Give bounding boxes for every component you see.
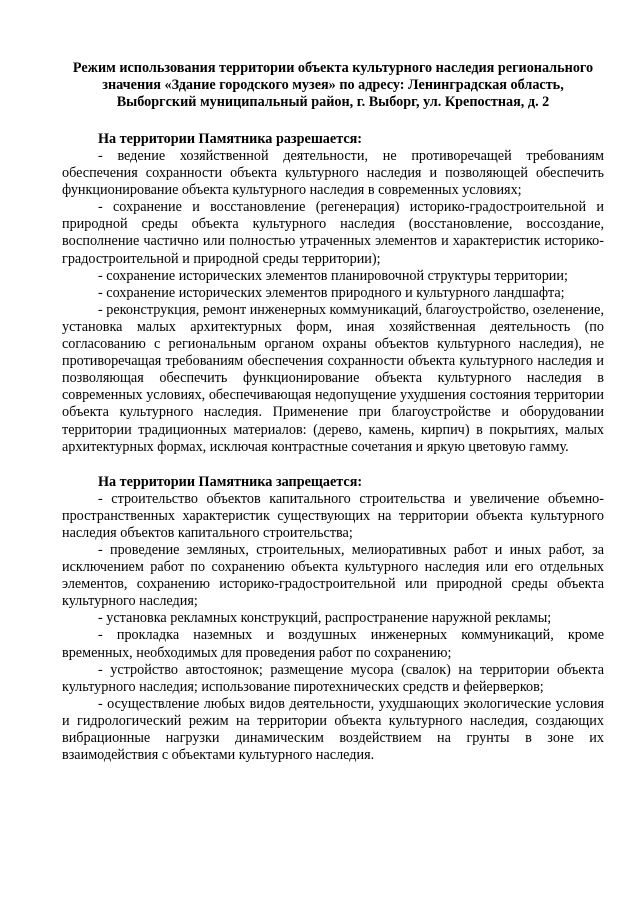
allowed-item: - сохранение и восстановление (регенерация) историко-градостроительной и природной среды объекта культурного наследия (восстановление, воссоздание, восполнение частично или полностью утраченных элементов и характеристик историко-градостроительной и природной среды территории); <box>62 199 604 267</box>
allowed-item: - ведение хозяйственной деятельности, не противоречащей требованиям обеспечения сохранности объекта культурного наследия и позволяющей обеспечить функционирование объекта культурного наследия в современных условиях; <box>62 148 604 199</box>
prohibited-item: - прокладка наземных и воздушных инженерных коммуникаций, кроме временных, необходимых для проведения работ по сохранению; <box>62 627 604 661</box>
allowed-item: - сохранение исторических элементов планировочной структуры территории; <box>98 267 568 284</box>
prohibited-item: - устройство автостоянок; размещение мусора (свалок) на территории объекта культурного наследия; использование пиротехнических средств и фейерверков; <box>62 661 604 695</box>
allowed-item: - реконструкция, ремонт инженерных коммуникаций, благоустройство, озеленение, установка малых архитектурных форм, иная хозяйственная деятельность (по согласованию с региональным органом охраны объектов культурного наследия), не противоречащая требованиям обеспечения сохранности объекта культурного наследия и позволяющая обеспечить функционирование объекта культурного наследия в современных условиях, обеспечивающая недопущение ухудшения состояния территории объекта культурного наследия. Применение при благоустройстве и оборудовании территории традиционных материалов: (дерево, камень, кирпич) в покрытиях, малых архитектурных формах, исключая контрастные сочетания и яркую цветовую гамму. <box>62 301 604 455</box>
prohibited-item: - установка рекламных конструкций, распространение наружной рекламы; <box>98 610 552 627</box>
section-spacer <box>62 456 604 474</box>
allowed-item: - сохранение исторических элементов природного и культурного ландшафта; <box>98 284 565 301</box>
prohibited-item: - проведение земляных, строительных, мелиоративных работ и иных работ, за исключением работ по сохранению объекта культурного наследия или его отдельных элементов, сохранению историко-градостроительной или природной среды объекта культурного наследия; <box>62 541 604 610</box>
document-title: Режим использования территории объекта культурного наследия регионального значения «Здание городского музея» по адресу: Ленинградская область, Выборгский муниципальный район, г. Выборг, ул. Крепостная, д. 2 <box>72 60 594 110</box>
prohibited-heading: На территории Памятника запрещается: <box>98 473 363 490</box>
prohibited-item: - строительство объектов капитального строительства и увеличение объемно-пространственных характеристик существующих на территории объекта культурного наследия объектов капитального строительства; <box>62 490 604 541</box>
prohibited-item: - осуществление любых видов деятельности, ухудшающих экологические условия и гидрологический режим на территории объекта культурного наследия, создающих вибрационные нагрузки динамическим воздействием на грунты в зоне их взаимодействия с объектами культурного наследия. <box>62 695 604 764</box>
allowed-heading: На территории Памятника разрешается: <box>98 131 363 147</box>
document-page <box>62 60 604 764</box>
